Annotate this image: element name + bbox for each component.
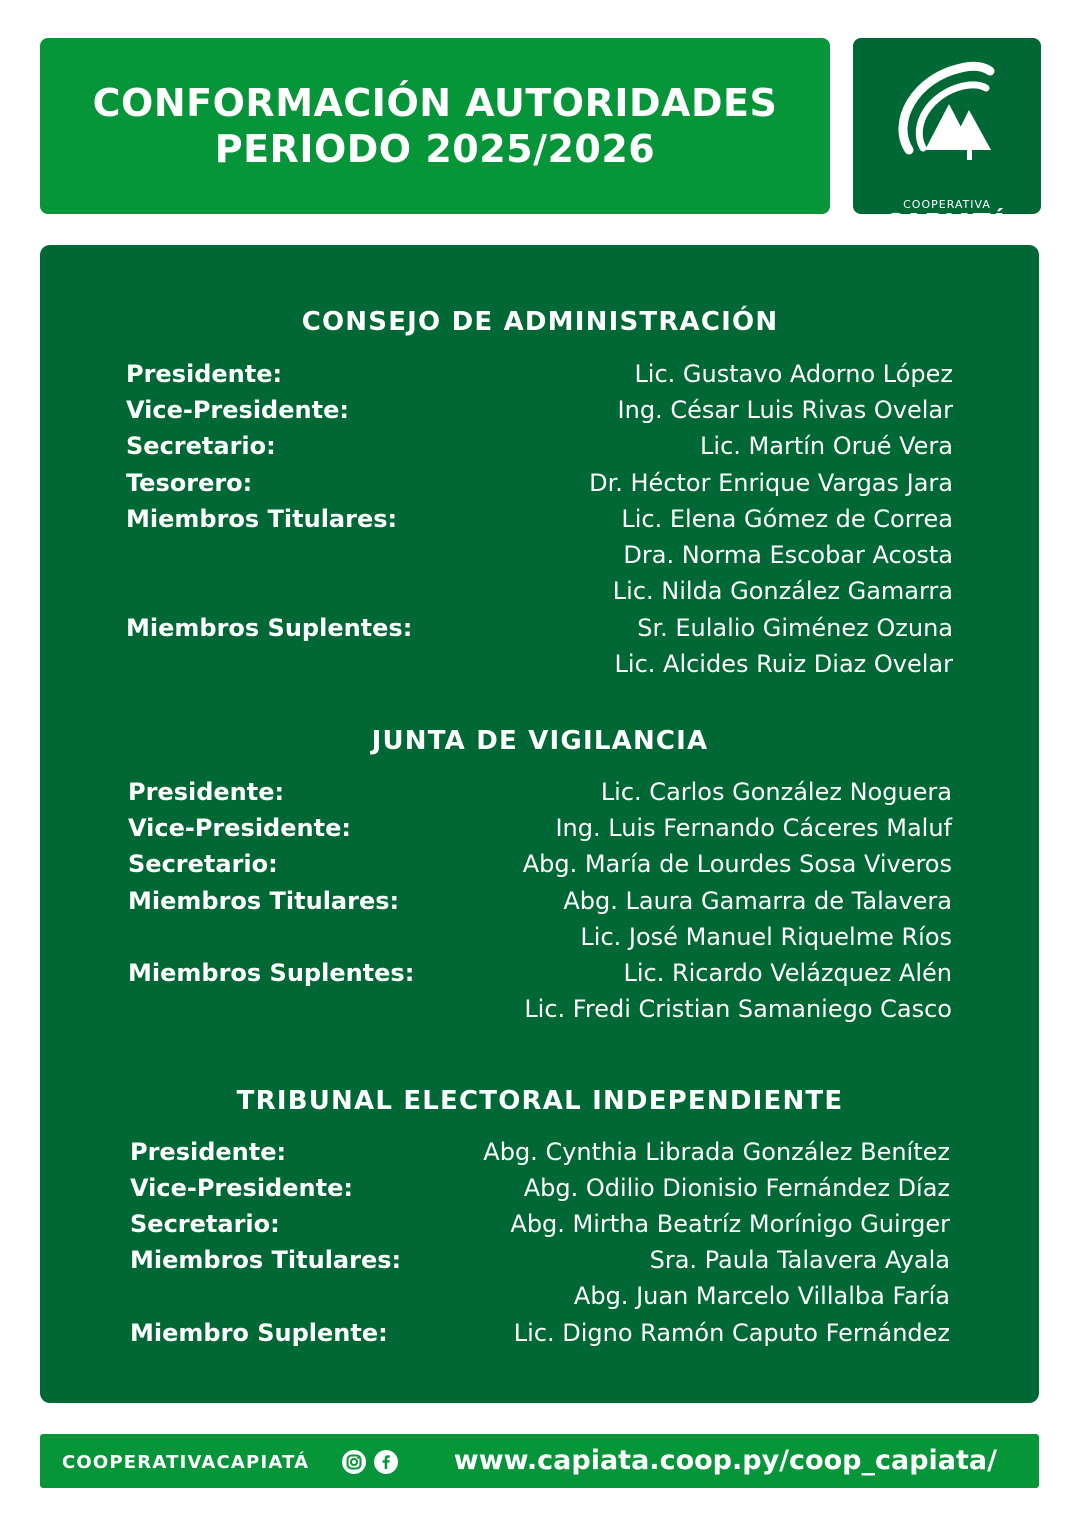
role-label: Vice-Presidente: bbox=[128, 814, 351, 842]
member-name: Lic. Nilda González Gamarra bbox=[612, 577, 953, 605]
table-row bbox=[130, 1170, 950, 1206]
role-label: Secretario: bbox=[126, 432, 276, 460]
member-name: Ing. Luis Fernando Cáceres Maluf bbox=[555, 814, 952, 842]
table-row bbox=[128, 774, 952, 810]
role-label: Miembros Suplentes: bbox=[126, 614, 413, 642]
role-label: Miembros Suplentes: bbox=[128, 959, 415, 987]
role-label: Presidente: bbox=[126, 360, 283, 388]
title-line-2: PERIODO 2025/2026 bbox=[214, 127, 656, 171]
instagram-icon[interactable] bbox=[342, 1450, 366, 1474]
member-name: Lic. José Manuel Riquelme Ríos bbox=[580, 923, 952, 951]
role-label: Miembros Titulares: bbox=[128, 887, 400, 915]
table-row bbox=[126, 610, 953, 646]
member-name: Ing. César Luis Rivas Ovelar bbox=[617, 396, 953, 424]
member-name: Lic. Digno Ramón Caputo Fernández bbox=[513, 1319, 950, 1347]
member-name: Sr. Eulalio Giménez Ozuna bbox=[637, 614, 953, 642]
member-name: Abg. Juan Marcelo Villalba Faría bbox=[573, 1282, 950, 1310]
member-name: Abg. María de Lourdes Sosa Viveros bbox=[522, 850, 952, 878]
logo-subtitle: COOPERATIVA bbox=[903, 198, 991, 211]
title-line-1: CONFORMACIÓN AUTORIDADES bbox=[92, 81, 778, 125]
section-title-junta: JUNTA DE VIGILANCIA bbox=[371, 726, 709, 756]
cooperativa-capiata-logo-icon bbox=[853, 38, 1041, 214]
member-name: Dra. Norma Escobar Acosta bbox=[623, 541, 953, 569]
table-row bbox=[126, 392, 953, 428]
table-row bbox=[126, 356, 953, 392]
table-row bbox=[126, 537, 953, 573]
member-name: Lic. Martín Orué Vera bbox=[700, 432, 953, 460]
member-name: Lic. Elena Gómez de Correa bbox=[621, 505, 953, 533]
role-label: Miembros Titulares: bbox=[126, 505, 398, 533]
role-label: Vice-Presidente: bbox=[126, 396, 349, 424]
table-row bbox=[128, 991, 952, 1027]
member-name: Sra. Paula Talavera Ayala bbox=[649, 1246, 950, 1274]
facebook-icon[interactable] bbox=[374, 1450, 398, 1474]
table-row bbox=[128, 955, 952, 991]
logo-name: CAPIATÁ bbox=[884, 209, 1010, 239]
member-name: Lic. Fredi Cristian Samaniego Casco bbox=[524, 995, 952, 1023]
table-row bbox=[126, 573, 953, 609]
table-row bbox=[126, 501, 953, 537]
social-handle[interactable]: COOPERATIVACAPIATÁ bbox=[62, 1452, 310, 1473]
member-name: Abg. Mirtha Beatríz Morínigo Guirger bbox=[510, 1210, 950, 1238]
member-name: Dr. Héctor Enrique Vargas Jara bbox=[589, 469, 953, 497]
role-label: Secretario: bbox=[128, 850, 278, 878]
member-name: Lic. Carlos González Noguera bbox=[600, 778, 952, 806]
role-label: Miembro Suplente: bbox=[130, 1319, 388, 1347]
member-name: Abg. Cynthia Librada González Benítez bbox=[483, 1138, 950, 1166]
table-row bbox=[130, 1134, 950, 1170]
footer-bar bbox=[40, 1434, 1039, 1488]
table-row bbox=[130, 1206, 950, 1242]
table-row bbox=[128, 919, 952, 955]
section-title-tribunal: TRIBUNAL ELECTORAL INDEPENDIENTE bbox=[236, 1086, 844, 1116]
member-name: Abg. Laura Gamarra de Talavera bbox=[563, 887, 952, 915]
table-row bbox=[128, 846, 952, 882]
member-name: Lic. Ricardo Velázquez Alén bbox=[623, 959, 952, 987]
title-banner bbox=[40, 38, 830, 214]
role-label: Tesorero: bbox=[126, 469, 253, 497]
role-label: Miembros Titulares: bbox=[130, 1246, 402, 1274]
member-name: Lic. Alcides Ruiz Diaz Ovelar bbox=[614, 650, 953, 678]
member-name: Lic. Gustavo Adorno López bbox=[634, 360, 953, 388]
table-row bbox=[128, 883, 952, 919]
role-label: Secretario: bbox=[130, 1210, 280, 1238]
table-row bbox=[126, 465, 953, 501]
member-name: Abg. Odilio Dionisio Fernández Díaz bbox=[523, 1174, 950, 1202]
role-label: Presidente: bbox=[130, 1138, 287, 1166]
role-label: Presidente: bbox=[128, 778, 285, 806]
logo-box bbox=[853, 38, 1041, 239]
table-row bbox=[128, 810, 952, 846]
table-row bbox=[130, 1278, 950, 1314]
role-label: Vice-Presidente: bbox=[130, 1174, 353, 1202]
website-link[interactable]: www.capiata.coop.py/coop_capiata/ bbox=[453, 1445, 997, 1476]
table-row bbox=[126, 646, 953, 682]
table-row bbox=[126, 428, 953, 464]
table-row bbox=[130, 1242, 950, 1278]
section-title-consejo: CONSEJO DE ADMINISTRACIÓN bbox=[301, 307, 779, 337]
table-row bbox=[130, 1315, 950, 1351]
